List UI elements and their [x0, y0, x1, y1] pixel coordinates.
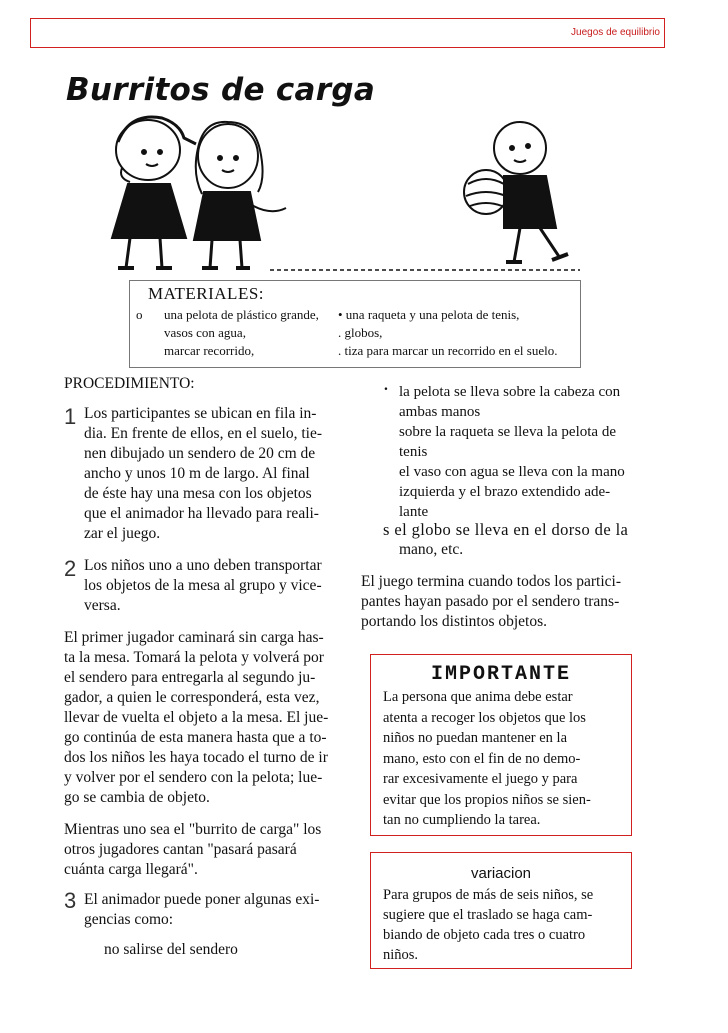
- text-line: El juego termina cuando todos los partici-: [361, 573, 621, 590]
- step-3-text: [84, 890, 354, 930]
- step-number-1: 1: [64, 404, 77, 429]
- text-line: ancho y unos 10 m de largo. Al final: [84, 465, 310, 482]
- text-line: dia. En frente de ellos, en el suelo, tie-: [84, 425, 323, 442]
- text-line: biando de objeto cada tres o cuatro: [383, 927, 586, 943]
- procedure-heading: PROCEDIMIENTO:: [64, 375, 195, 392]
- step-2-text: [84, 556, 354, 616]
- children-illustration: [100, 108, 600, 284]
- section-label: Juegos de equilibrio: [571, 27, 660, 38]
- text-line: Los participantes se ubican en fila in-: [84, 405, 317, 422]
- text-line: go se cambia de objeto.: [64, 789, 210, 806]
- text-line: gencias como:: [84, 911, 174, 928]
- text-line: dos los niños les haya tocado el turno de ir: [64, 749, 328, 766]
- material-item: marcar recorrido,: [164, 343, 255, 358]
- header-bar: [30, 18, 665, 48]
- step-3-item: no salirse del sendero: [104, 941, 238, 958]
- text-line: atenta a recoger los objetos que los: [383, 709, 586, 726]
- step-number-3: 3: [64, 888, 77, 913]
- text-line: los objetos de la mesa al grupo y vice-: [84, 577, 322, 594]
- text-line: El primer jugador caminará sin carga has-: [64, 629, 324, 646]
- text-line: evitar que los propios niños se sien-: [383, 791, 591, 808]
- text-line: sobre la raqueta se lleva la pelota de: [399, 424, 616, 440]
- text-line: versa.: [84, 597, 121, 614]
- text-line: portando los distintos objetos.: [361, 613, 547, 630]
- materials-bullet: o: [136, 307, 143, 322]
- game-end-text: [361, 572, 661, 632]
- text-line: gador, a quien le corresponderá, esta vez,: [64, 689, 320, 706]
- text-line: La persona que anima debe estar: [383, 689, 573, 705]
- text-line: Para grupos de más de seis niños, se: [383, 887, 594, 903]
- text-line: nen dibujado un sendero de 20 cm de: [84, 445, 316, 462]
- variation-text: [383, 885, 627, 965]
- text-line: tenis: [399, 444, 428, 460]
- text-line: llevar de vuelta el objeto a la mesa. El jue-: [64, 709, 329, 726]
- text-line: go continúa de esta manera hasta que a to-: [64, 729, 327, 746]
- variation-title: variacion: [470, 865, 532, 882]
- important-title: IMPORTANTE: [430, 663, 572, 686]
- globe-line-2: mano, etc.: [399, 541, 464, 558]
- text-line: el vaso con agua se lleva con la mano: [399, 464, 625, 480]
- text-line: de éste hay una mesa con los objetos: [84, 485, 312, 502]
- text-line: el sendero para entregarla al segundo ju-: [64, 669, 316, 686]
- text-line: lante: [399, 504, 429, 520]
- important-box: [370, 654, 632, 836]
- text-line: El animador puede poner algunas exi-: [84, 891, 320, 908]
- text-line: Mientras uno sea el "burrito de carga" los: [64, 821, 322, 838]
- text-line: cuánta carga llegará".: [64, 861, 198, 878]
- step-1-text: [84, 404, 354, 544]
- material-item: una pelota de plástico grande,: [164, 307, 319, 322]
- variation-box: [370, 852, 632, 969]
- text-line: ambas manos: [399, 404, 481, 420]
- bullet-dot: .: [384, 377, 388, 394]
- materials-heading: MATERIALES:: [148, 284, 264, 303]
- paragraph-1: [64, 628, 354, 808]
- text-line: tan no cumpliendo la tarea.: [383, 812, 541, 828]
- text-line: zar el juego.: [84, 525, 161, 542]
- text-line: pantes hayan pasado por el sendero trans-: [361, 593, 620, 610]
- carry-rules-list: [399, 382, 664, 522]
- text-line: niños.: [383, 947, 419, 963]
- important-text: [383, 687, 627, 831]
- material-item: . globos,: [338, 325, 383, 340]
- text-line: niños no puedan mantener en la: [383, 730, 568, 746]
- page-title: Burritos de carga: [66, 72, 376, 108]
- text-line: rar excesivamente el juego y para: [383, 771, 578, 787]
- material-item: vasos con agua,: [164, 325, 246, 340]
- text-line: mano, esto con el fin de no demo-: [383, 750, 581, 767]
- globe-line: s el globo se lleva en el dorso de la: [383, 520, 629, 539]
- materials-list-2: [338, 306, 578, 360]
- text-line: Los niños uno a uno deben transportar: [84, 557, 322, 574]
- materials-box: [129, 280, 581, 368]
- text-line: ta la mesa. Tomará la pelota y volverá por: [64, 649, 324, 666]
- text-line: la pelota se lleva sobre la cabeza con: [399, 384, 621, 400]
- text-line: sugiere que el traslado se haga cam-: [383, 907, 593, 923]
- text-line: izquierda y el brazo extendido ade-: [399, 484, 611, 500]
- step-number-2: 2: [64, 556, 77, 581]
- paragraph-2: [64, 820, 354, 880]
- material-item: • una raqueta y una pelota de tenis,: [338, 307, 520, 322]
- materials-list-1: [164, 306, 344, 360]
- material-item: . tiza para marcar un recorrido en el suelo.: [338, 343, 558, 358]
- text-line: otros jugadores cantan "pasará pasará: [64, 841, 297, 858]
- text-line: que el animador ha llevado para reali-: [84, 505, 319, 522]
- text-line: y volver por el sendero con la pelota; lue-: [64, 769, 323, 786]
